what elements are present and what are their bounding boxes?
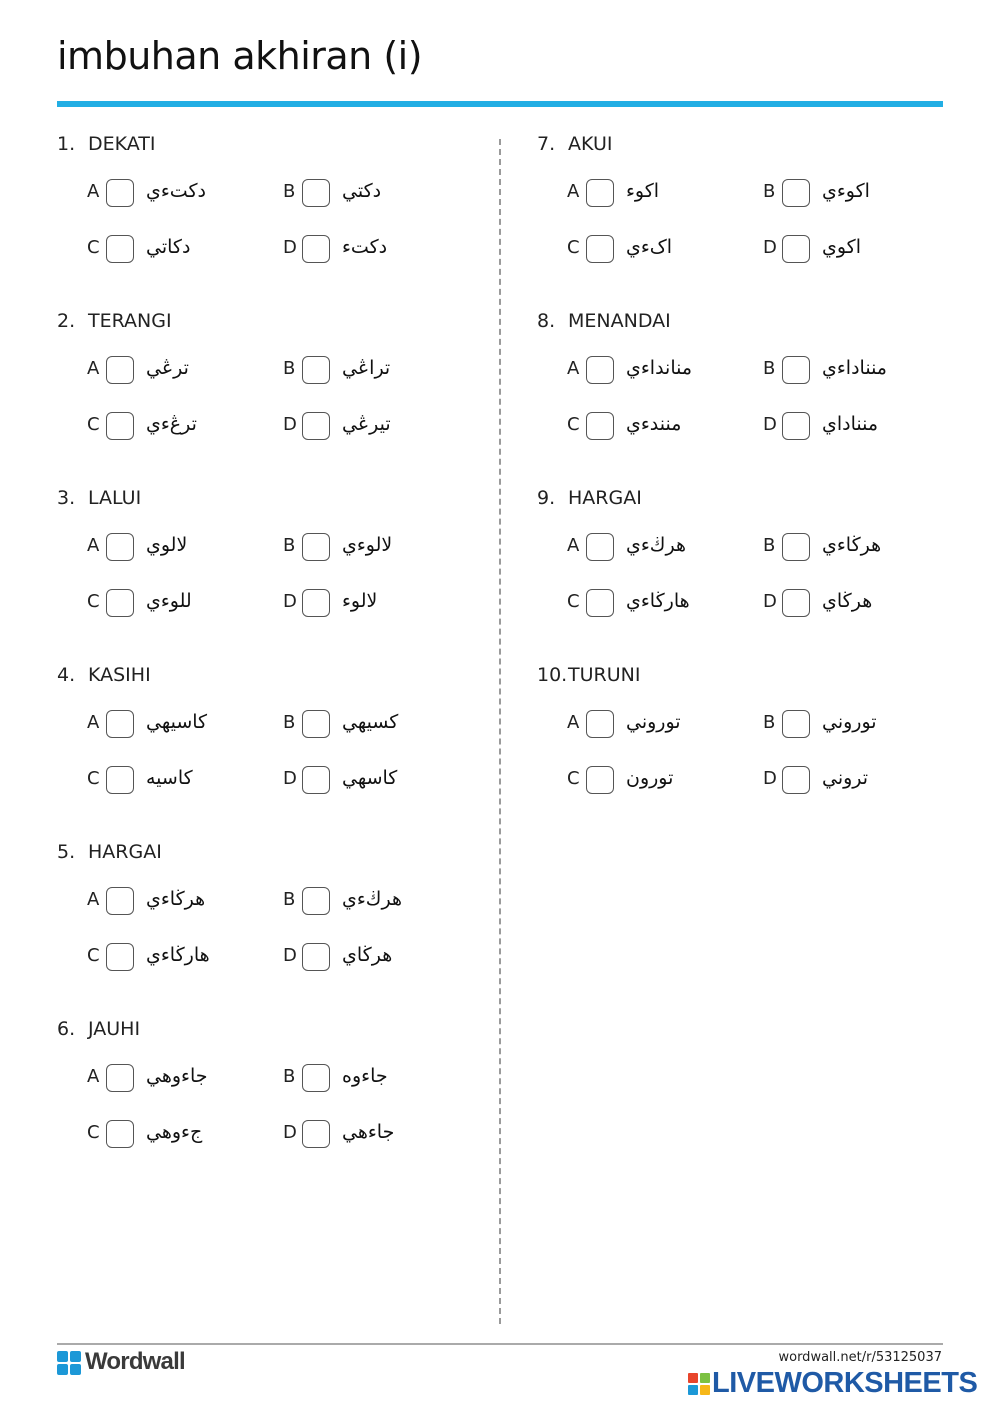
- option-letter: C: [87, 768, 100, 789]
- option-letter: A: [87, 358, 100, 379]
- answer-option[interactable]: [763, 587, 953, 627]
- option-jawi-text: هارڬاءي: [626, 590, 690, 612]
- page-title: imbuhan akhiran (i): [57, 34, 423, 78]
- answer-option[interactable]: [283, 233, 473, 273]
- answer-option[interactable]: [763, 233, 953, 273]
- answer-option[interactable]: [763, 764, 953, 804]
- question-number: 3.: [57, 487, 76, 509]
- answer-option[interactable]: [283, 354, 473, 394]
- question: [57, 664, 477, 841]
- answer-option[interactable]: [567, 410, 757, 450]
- option-jawi-text: اکوء: [626, 180, 660, 202]
- option-letter: D: [283, 414, 297, 435]
- option-checkbox[interactable]: [586, 533, 614, 561]
- answer-option[interactable]: [87, 708, 277, 748]
- question-number: 6.: [57, 1018, 76, 1040]
- answer-option[interactable]: [283, 1118, 473, 1158]
- title-underline: [57, 101, 943, 107]
- option-checkbox[interactable]: [302, 179, 330, 207]
- left-question-column: [57, 133, 477, 1195]
- answer-option[interactable]: [763, 708, 953, 748]
- option-jawi-text: هرڬءي: [342, 888, 402, 910]
- question-number: 4.: [57, 664, 76, 686]
- option-letter: C: [567, 237, 580, 258]
- option-letter: A: [567, 358, 580, 379]
- question-word: KASIHI: [88, 664, 151, 686]
- option-letter: C: [87, 414, 100, 435]
- question-number: 10.: [537, 664, 568, 686]
- question-heading: [57, 841, 162, 867]
- option-checkbox[interactable]: [586, 235, 614, 263]
- option-letter: D: [283, 768, 297, 789]
- question: [537, 487, 957, 664]
- option-checkbox[interactable]: [106, 589, 134, 617]
- answer-option[interactable]: [87, 177, 277, 217]
- option-letter: B: [763, 712, 776, 733]
- option-checkbox[interactable]: [302, 235, 330, 263]
- option-checkbox[interactable]: [782, 710, 810, 738]
- option-jawi-text: دکاتي: [146, 236, 191, 258]
- question: [57, 487, 477, 664]
- question-heading: [537, 310, 671, 336]
- option-checkbox[interactable]: [782, 766, 810, 794]
- question-number: 7.: [537, 133, 556, 155]
- option-checkbox[interactable]: [302, 766, 330, 794]
- answer-option[interactable]: [567, 233, 757, 273]
- option-letter: B: [283, 358, 296, 379]
- column-divider: [499, 139, 501, 1324]
- option-letter: D: [283, 237, 297, 258]
- option-letter: A: [87, 1066, 100, 1087]
- option-letter: C: [87, 1122, 100, 1143]
- option-letter: C: [567, 768, 580, 789]
- option-checkbox[interactable]: [302, 887, 330, 915]
- answer-option[interactable]: [567, 764, 757, 804]
- answer-option[interactable]: [283, 410, 473, 450]
- option-jawi-text: کاسهي: [342, 767, 398, 789]
- option-checkbox[interactable]: [782, 235, 810, 263]
- answer-option[interactable]: [763, 354, 953, 394]
- option-letter: B: [763, 181, 776, 202]
- question-number: 5.: [57, 841, 76, 863]
- option-letter: B: [763, 535, 776, 556]
- answer-option[interactable]: [283, 1062, 473, 1102]
- option-letter: D: [763, 237, 777, 258]
- question: [57, 310, 477, 487]
- option-jawi-text: تراڠي: [342, 357, 391, 379]
- answer-option[interactable]: [87, 354, 277, 394]
- question-word: TURUNI: [568, 664, 641, 686]
- option-jawi-text: للوءي: [146, 590, 192, 612]
- option-jawi-text: تيرڠي: [342, 413, 391, 435]
- option-checkbox[interactable]: [586, 356, 614, 384]
- option-checkbox[interactable]: [782, 356, 810, 384]
- option-jawi-text: دکتءي: [146, 180, 206, 202]
- option-jawi-text: هرڬاي: [822, 590, 873, 612]
- option-jawi-text: اکوءي: [822, 180, 870, 202]
- option-jawi-text: کاسيه: [146, 767, 193, 789]
- answer-option[interactable]: [87, 941, 277, 981]
- answer-option[interactable]: [763, 531, 953, 571]
- worksheet-url: wordwall.net/r/53125037: [778, 1350, 942, 1365]
- option-letter: D: [763, 768, 777, 789]
- question-word: DEKATI: [88, 133, 156, 155]
- option-jawi-text: اکوي: [822, 236, 862, 258]
- option-letter: C: [567, 591, 580, 612]
- option-checkbox[interactable]: [782, 412, 810, 440]
- option-letter: D: [283, 945, 297, 966]
- option-letter: C: [87, 237, 100, 258]
- option-jawi-text: جاءوهي: [146, 1065, 208, 1087]
- answer-option[interactable]: [283, 531, 473, 571]
- option-checkbox[interactable]: [302, 1064, 330, 1092]
- question-word: HARGAI: [88, 841, 162, 863]
- option-jawi-text: هرڬاي: [342, 944, 393, 966]
- option-jawi-text: هارڬاءي: [146, 944, 210, 966]
- answer-option[interactable]: [87, 1118, 277, 1158]
- option-checkbox[interactable]: [782, 533, 810, 561]
- option-jawi-text: توروني: [822, 711, 877, 733]
- option-letter: A: [87, 181, 100, 202]
- question-heading: [537, 664, 640, 690]
- option-jawi-text: دکتء: [342, 236, 388, 258]
- option-checkbox[interactable]: [106, 887, 134, 915]
- answer-option[interactable]: [87, 764, 277, 804]
- question: [57, 133, 477, 310]
- question-number: 8.: [537, 310, 556, 332]
- answer-option[interactable]: [283, 885, 473, 925]
- option-letter: A: [87, 889, 100, 910]
- option-letter: B: [283, 712, 296, 733]
- option-checkbox[interactable]: [106, 943, 134, 971]
- option-checkbox[interactable]: [106, 179, 134, 207]
- option-letter: A: [567, 181, 580, 202]
- option-checkbox[interactable]: [106, 235, 134, 263]
- option-jawi-text: کاسيهي: [146, 711, 208, 733]
- option-jawi-text: منناداي: [822, 413, 879, 435]
- option-jawi-text: لالوءي: [342, 534, 393, 556]
- option-jawi-text: ترڠي: [146, 357, 189, 379]
- question: [57, 841, 477, 1018]
- answer-option[interactable]: [567, 531, 757, 571]
- option-jawi-text: جاءهي: [342, 1121, 395, 1143]
- question-number: 1.: [57, 133, 76, 155]
- option-jawi-text: اکءي: [626, 236, 673, 258]
- option-jawi-text: ترڠءي: [146, 413, 197, 435]
- option-letter: A: [567, 712, 580, 733]
- option-letter: B: [283, 535, 296, 556]
- liveworksheets-logo-icon: [688, 1373, 710, 1395]
- option-jawi-text: دکتي: [342, 180, 382, 202]
- question-heading: [57, 310, 172, 336]
- option-checkbox[interactable]: [586, 766, 614, 794]
- option-letter: B: [283, 181, 296, 202]
- option-jawi-text: هرڬءي: [626, 534, 686, 556]
- answer-option[interactable]: [283, 708, 473, 748]
- answer-option[interactable]: [763, 410, 953, 450]
- liveworksheets-logo-text: LIVEWORKSHEETS: [712, 1367, 978, 1399]
- footer-divider: [57, 1343, 943, 1345]
- answer-option[interactable]: [763, 177, 953, 217]
- option-letter: A: [87, 712, 100, 733]
- question-word: LALUI: [88, 487, 142, 509]
- option-jawi-text: کسيهي: [342, 711, 399, 733]
- option-jawi-text: منناداءي: [822, 357, 887, 379]
- option-jawi-text: تورون: [626, 767, 674, 789]
- option-checkbox[interactable]: [302, 412, 330, 440]
- option-checkbox[interactable]: [106, 412, 134, 440]
- answer-option[interactable]: [87, 410, 277, 450]
- answer-option[interactable]: [87, 587, 277, 627]
- question-number: 9.: [537, 487, 556, 509]
- option-letter: C: [87, 945, 100, 966]
- option-jawi-text: لالوي: [146, 534, 188, 556]
- option-letter: C: [567, 414, 580, 435]
- option-checkbox[interactable]: [586, 710, 614, 738]
- option-checkbox[interactable]: [302, 710, 330, 738]
- answer-option[interactable]: [283, 177, 473, 217]
- option-checkbox[interactable]: [106, 356, 134, 384]
- option-checkbox[interactable]: [782, 179, 810, 207]
- option-checkbox[interactable]: [782, 589, 810, 617]
- option-checkbox[interactable]: [106, 766, 134, 794]
- option-checkbox[interactable]: [586, 179, 614, 207]
- question-word: MENANDAI: [568, 310, 671, 332]
- question-word: HARGAI: [568, 487, 642, 509]
- option-letter: C: [87, 591, 100, 612]
- option-checkbox[interactable]: [302, 533, 330, 561]
- option-jawi-text: تروني: [822, 767, 869, 789]
- question-heading: [57, 1018, 140, 1044]
- option-checkbox[interactable]: [302, 943, 330, 971]
- option-checkbox[interactable]: [302, 1120, 330, 1148]
- option-letter: B: [283, 889, 296, 910]
- option-jawi-text: هرڬاءي: [822, 534, 882, 556]
- question-heading: [537, 487, 642, 513]
- option-checkbox[interactable]: [106, 533, 134, 561]
- question: [537, 133, 957, 310]
- liveworksheets-logo: [688, 1367, 988, 1401]
- option-letter: D: [283, 591, 297, 612]
- option-letter: B: [763, 358, 776, 379]
- option-jawi-text: توروني: [626, 711, 681, 733]
- option-checkbox[interactable]: [302, 589, 330, 617]
- option-jawi-text: لالوء: [342, 590, 378, 612]
- question-word: TERANGI: [88, 310, 172, 332]
- option-checkbox[interactable]: [106, 1064, 134, 1092]
- option-checkbox[interactable]: [586, 412, 614, 440]
- question-word: AKUI: [568, 133, 613, 155]
- answer-option[interactable]: [567, 177, 757, 217]
- option-letter: A: [87, 535, 100, 556]
- wordwall-logo-icon: [57, 1351, 81, 1375]
- answer-option[interactable]: [87, 531, 277, 571]
- question: [57, 1018, 477, 1195]
- answer-option[interactable]: [283, 764, 473, 804]
- answer-option[interactable]: [283, 941, 473, 981]
- answer-option[interactable]: [283, 587, 473, 627]
- question-heading: [57, 133, 156, 159]
- right-question-column: [537, 133, 957, 841]
- question-word: JAUHI: [88, 1018, 141, 1040]
- answer-option[interactable]: [567, 354, 757, 394]
- option-letter: B: [283, 1066, 296, 1087]
- option-jawi-text: جءوهي: [146, 1121, 203, 1143]
- option-letter: A: [567, 535, 580, 556]
- answer-option[interactable]: [87, 233, 277, 273]
- option-checkbox[interactable]: [106, 710, 134, 738]
- option-jawi-text: منانداءي: [626, 357, 693, 379]
- question-heading: [57, 487, 141, 513]
- option-checkbox[interactable]: [106, 1120, 134, 1148]
- question: [537, 310, 957, 487]
- option-checkbox[interactable]: [586, 589, 614, 617]
- option-letter: D: [763, 414, 777, 435]
- question-heading: [537, 133, 612, 159]
- answer-option[interactable]: [567, 708, 757, 748]
- answer-option[interactable]: [87, 1062, 277, 1102]
- option-jawi-text: هرڬاءي: [146, 888, 206, 910]
- option-jawi-text: منندءي: [626, 413, 682, 435]
- answer-option[interactable]: [567, 587, 757, 627]
- wordwall-logo-text: Wordwall: [85, 1348, 185, 1375]
- option-letter: D: [283, 1122, 297, 1143]
- option-checkbox[interactable]: [302, 356, 330, 384]
- question: [537, 664, 957, 841]
- answer-option[interactable]: [87, 885, 277, 925]
- question-heading: [57, 664, 151, 690]
- question-number: 2.: [57, 310, 76, 332]
- option-letter: D: [763, 591, 777, 612]
- option-jawi-text: جاءوه: [342, 1065, 388, 1087]
